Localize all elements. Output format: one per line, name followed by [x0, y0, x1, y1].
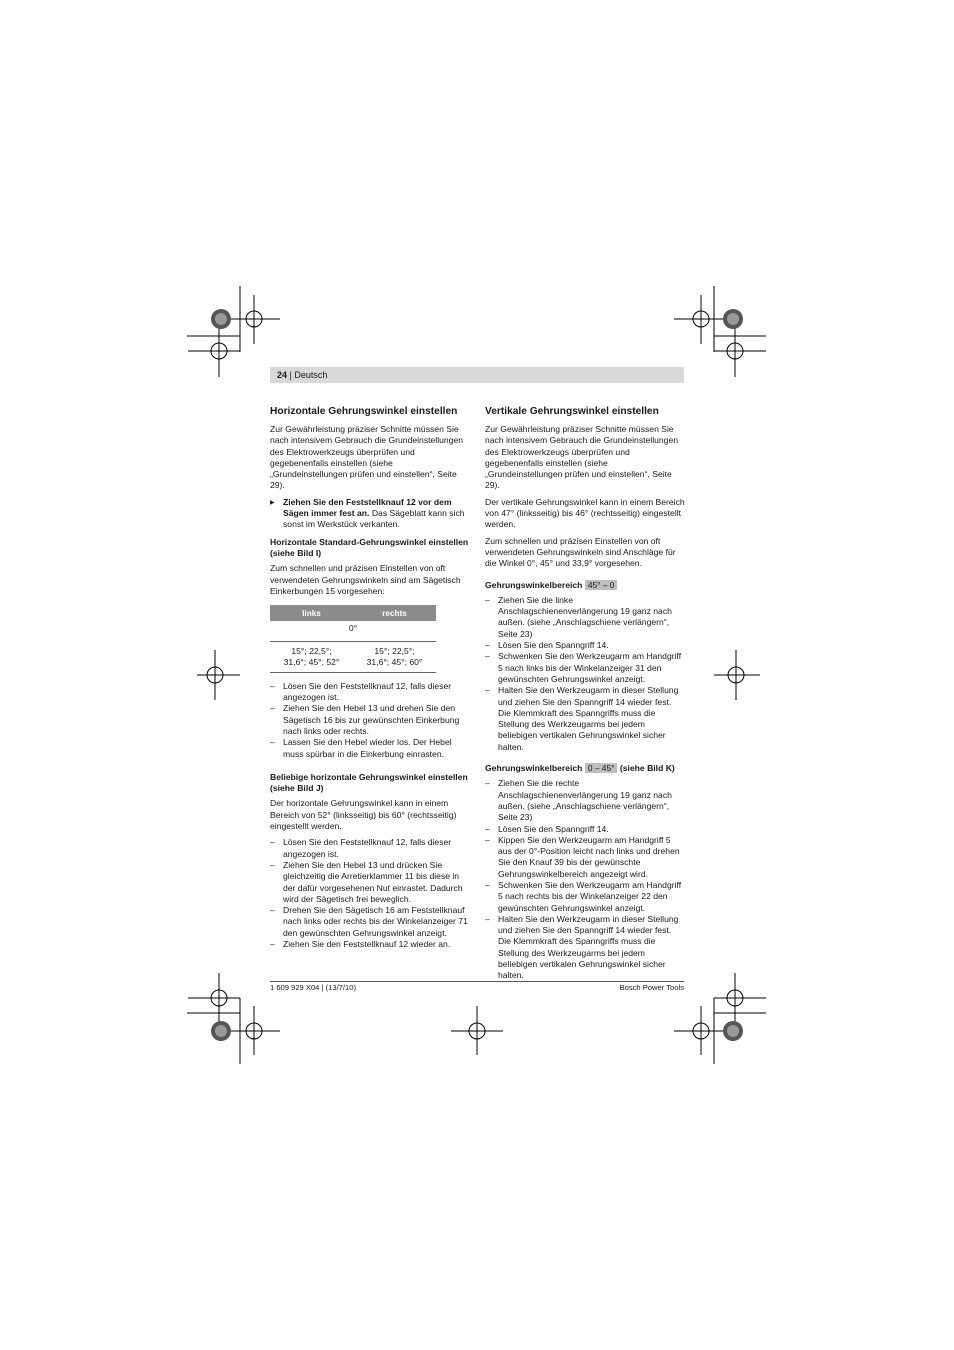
table-right-values: 15°; 22,5°; 31,6°; 45°; 60°	[353, 642, 436, 673]
paragraph-intro: Zur Gewährleistung präziser Schnitte müssen Sie nach intensivem Gebrauch die Grundeinstellungen des Elektrowerkzeugs überprüfen und gegebenenfalls einstellen (siehe „Grundeinstellungen prüfen und einstellen“, Seite 29).	[270, 424, 464, 491]
heading-vertical: Vertikale Gehrungswinkel einstellen	[485, 406, 659, 417]
page-header: 24 | Deutsch	[277, 370, 328, 380]
note-clamp: Die Klemmkraft des Spanngriffs muss die Stellung des Werkzeugarms bei jedem beliebigen vertikalen Gehrungswinkel sicher halten.	[498, 707, 666, 752]
header-bar	[270, 367, 684, 383]
note-clamp: Die Klemmkraft des Spanngriffs muss die Stellung des Werkzeugarms bei jedem beliebigen vertikalen Gehrungswinkel sicher halten.	[498, 936, 666, 981]
list-item: – Halten Sie den Werkzeugarm in dieser Stellung und ziehen Sie den Spanngriff 14 wieder fest. Die Klemmkraft des Spanngriffs muss die Stellung des Werkzeugarms bei jedem beliebigen vertikalen Gehrungswinkel sicher halten.	[485, 685, 685, 753]
table-header-left: links	[270, 605, 353, 621]
table-left-values: 15°; 22,5°; 31,6°; 45°; 52°	[270, 642, 353, 673]
footer-brand: Bosch Power Tools	[619, 983, 684, 992]
warning-note: ▶ Ziehen Sie den Feststellknauf 12 vor dem Sägen immer fest an. Das Sägeblatt kann sich sonst im Werkstück verkanten.	[270, 497, 470, 531]
table-zero-cell: 0°	[270, 621, 436, 642]
paragraph-standard: Zum schnellen und präzisen Einstellen von oft verwendeten Gehrungswinkeln sind am Sägetisch Einkerbungen 15 vorgesehen:	[270, 563, 461, 596]
range-badge: 0 – 45°	[585, 763, 618, 773]
subheading-range-left: Gehrungswinkelbereich 45° – 0	[485, 580, 685, 591]
list-item: – Lösen Sie den Spanngriff 14.	[485, 640, 685, 651]
list-item: – Drehen Sie den Sägetisch 16 am Feststellknauf nach links oder rechts bis der Winkelanzeiger 71 den gewünschten Gehrungswinkel anzeigt.	[270, 905, 470, 939]
left-column	[270, 405, 470, 955]
list-item: – Ziehen Sie die rechte Anschlagschienenverlängerung 19 ganz nach außen. (siehe „Anschlagschiene verlängern“, Seite 23)	[485, 778, 685, 823]
list-item: – Ziehen Sie den Feststellknauf 12 wieder an.	[270, 939, 470, 950]
language-label: Deutsch	[294, 370, 328, 380]
range-badge: 45° – 0	[585, 580, 618, 590]
steps-arbitrary	[270, 837, 470, 950]
list-item: – Schwenken Sie den Werkzeugarm am Handgriff 5 nach links bis der Winkelanzeiger 31 den gewünschten Gehrungswinkel anzeigt.	[485, 651, 685, 685]
heading-horizontal: Horizontale Gehrungswinkel einstellen	[270, 406, 458, 417]
list-item: – Kippen Sie den Werkzeugarm am Handgriff 5 aus der 0°-Position leicht nach links und drehen Sie den Knauf 39 bis der gewünschte Gehrungswinkelbereich angezeigt wird.	[485, 835, 685, 880]
steps-standard	[270, 681, 470, 760]
subheading-arbitrary: Beliebige horizontale Gehrungswinkel einstellen (siehe Bild J)	[270, 771, 468, 794]
list-item: – Lösen Sie den Feststellknauf 12, falls dieser angezogen ist.	[270, 837, 470, 860]
page-number: 24	[277, 370, 288, 380]
list-item: – Ziehen Sie den Hebel 13 und drücken Sie gleichzeitig die Arretierklammer 11 bis diese in der dafür vorgesehenen Nut einrastet. Dadurch wird der Sägetisch frei beweglich.	[270, 860, 470, 905]
list-item: – Ziehen Sie den Hebel 13 und drehen Sie den Sägetisch 16 bis zur gewünschten Einkerbung nach links oder rechts.	[270, 703, 470, 737]
subheading-range-right: Gehrungswinkelbereich 0 – 45° (siehe Bild K)	[485, 763, 675, 774]
paragraph-stops: Zum schnellen und präzisen Einstellen von oft verwendeten Gehrungswinkeln sind Anschläge für die Winkel 0°, 45° und 33,9° vorgesehen.	[485, 535, 676, 569]
list-item: – Lösen Sie den Feststellknauf 12, falls dieser angezogen ist.	[270, 681, 470, 704]
steps-range-right	[485, 778, 685, 981]
subheading-standard: Horizontale Standard-Gehrungswinkel einstellen (siehe Bild I)	[270, 536, 469, 558]
right-column	[485, 405, 685, 987]
footer-doc-number: 1 609 929 X04 | (13/7/10)	[270, 983, 356, 992]
table-header-right: rechts	[353, 605, 436, 621]
list-item: – Lösen Sie den Spanngriff 14.	[485, 824, 685, 835]
list-item: – Lassen Sie den Hebel wieder los. Der Hebel muss spürbar in die Einkerbung einrasten.	[270, 737, 470, 760]
angle-table	[270, 605, 436, 673]
list-item: – Halten Sie den Werkzeugarm in dieser Stellung und ziehen Sie den Spanngriff 14 wieder fest. Die Klemmkraft des Spanngriffs muss die Stellung des Werkzeugarms bei jedem beliebigen vertikalen Gehrungswinkel sicher halten.	[485, 914, 685, 982]
list-item: – Ziehen Sie die linke Anschlagschienenverlängerung 19 ganz nach außen. (siehe „Anschlagschiene verlängern“, Seite 23)	[485, 595, 685, 640]
footer-rule	[270, 981, 684, 982]
list-item: – Schwenken Sie den Werkzeugarm am Handgriff 5 nach rechts bis der Winkelanzeiger 22 den gewünschten Gehrungswinkel anzeigt.	[485, 880, 685, 914]
paragraph-arbitrary: Der horizontale Gehrungswinkel kann in einem Bereich von 52° (linksseitig) bis 60° (rechtsseitig) eingestellt werden.	[270, 798, 457, 832]
steps-range-left	[485, 595, 685, 753]
paragraph-intro-right: Zur Gewährleistung präziser Schnitte müssen Sie nach intensivem Gebrauch die Grundeinstellungen des Elektrowerkzeugs überprüfen und gegebenenfalls einstellen (siehe „Grundeinstellungen prüfen und einstellen“, Seite 29).	[485, 424, 679, 491]
paragraph-range: Der vertikale Gehrungswinkel kann in einem Bereich von 47° (linksseitig) bis 46° (rechtsseitig) eingestellt werden.	[485, 496, 685, 530]
